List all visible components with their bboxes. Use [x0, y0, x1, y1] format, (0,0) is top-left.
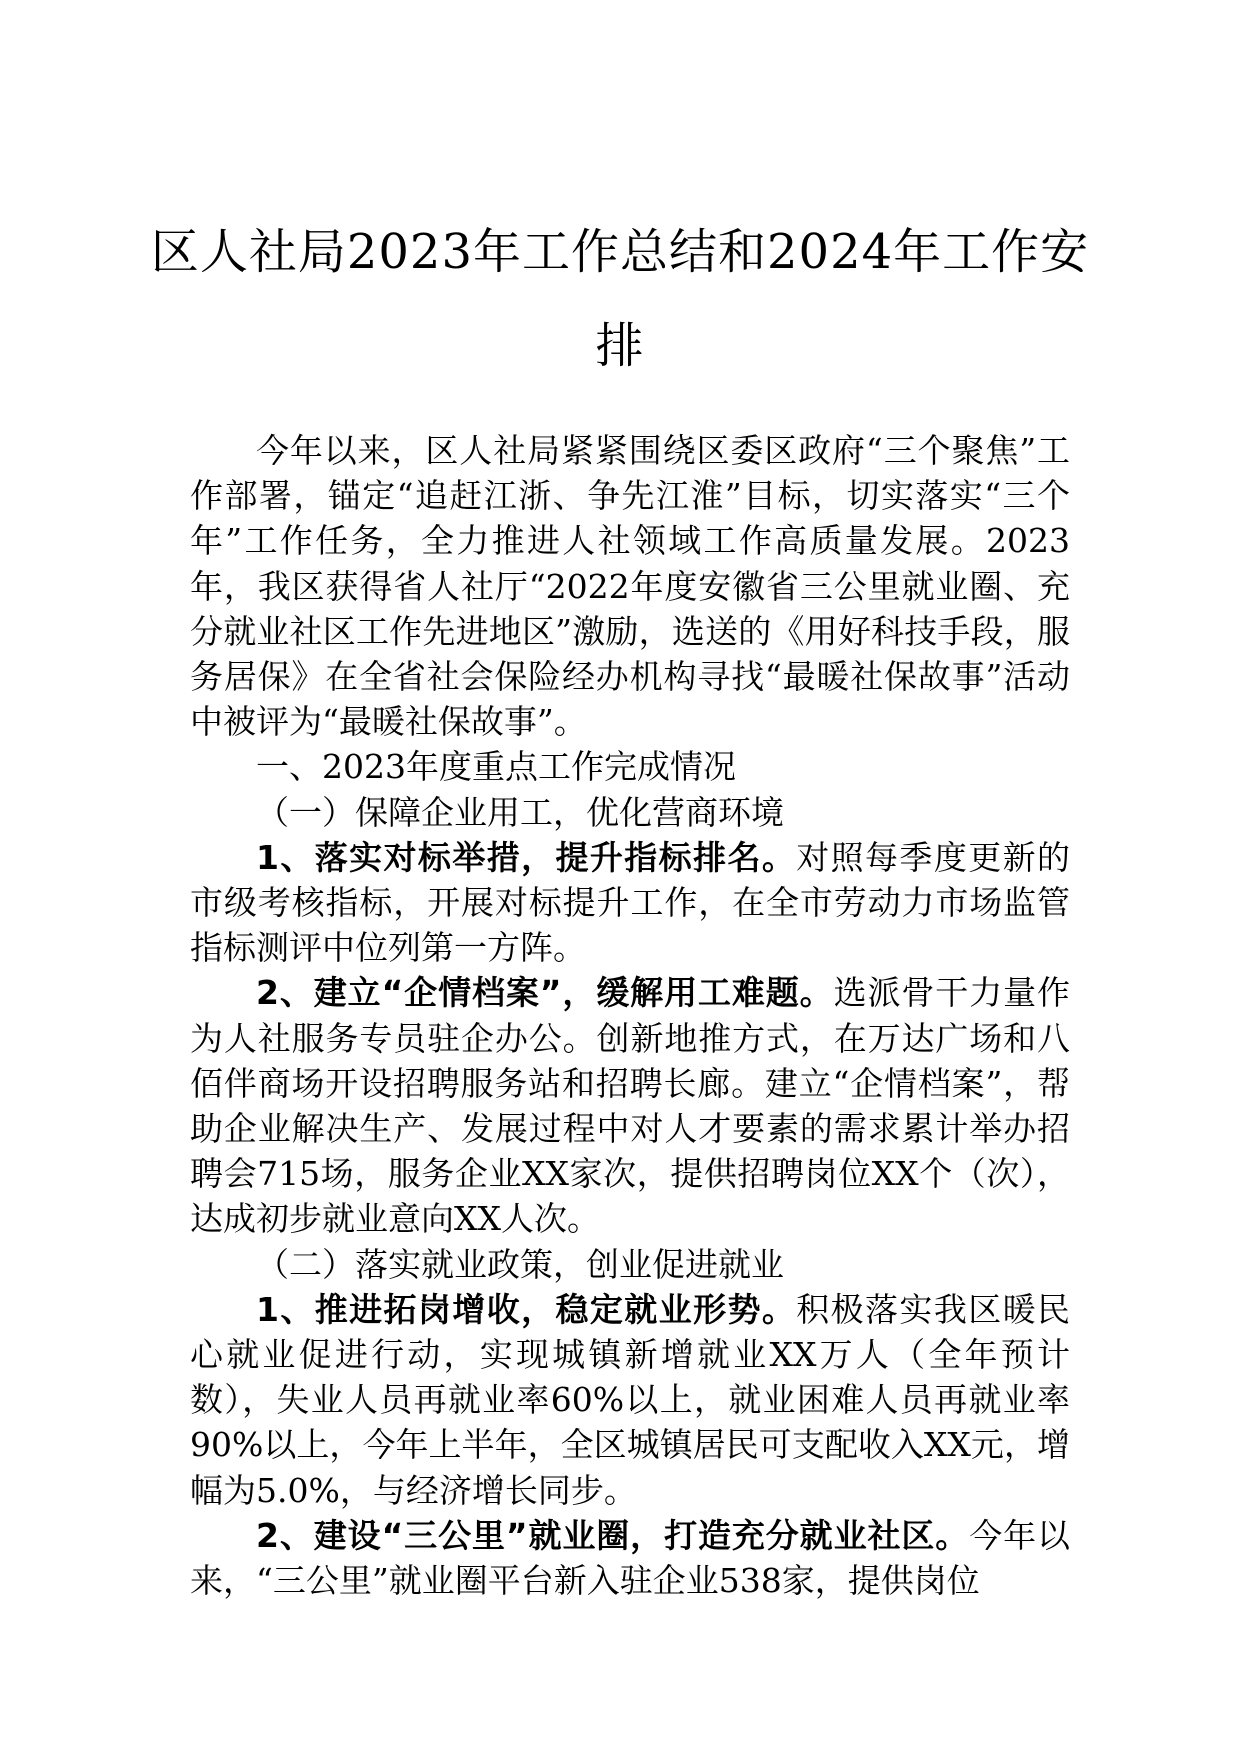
subsection-heading: （二）落实就业政策，创业促进就业: [256, 1244, 784, 1284]
item-lead: 2、建设“三公里”就业圈，打造充分就业社区。: [256, 1515, 970, 1555]
item-lead: 2、建立“企情档案”，缓解用工难题。: [256, 973, 834, 1013]
item-lead: 1、推进拓岗增收，稳定就业形势。: [256, 1289, 797, 1329]
item-text: 选派骨干力量作为人社服务专员驻企办公。创新地推方式，在万达广场和八佰伴商场开设招聘服务站和招聘长廊。建立“企情档案”，帮助企业解决生产、发展过程中对人才要素的需求累计举办招聘会715场，服务企业XX家次，提供招聘岗位XX个（次），达成初步就业意向XX人次。: [190, 973, 1071, 1239]
intro-paragraph: 今年以来，区人社局紧紧围绕区委区政府“三个聚焦”工作部署，锚定“追赶江浙、争先江淮”目标，切实落实“三个年”工作任务，全力推进人社领域工作高质量发展。2023年，我区获得省人社厅“2022年度安徽省三公里就业圈、充分就业社区工作先进地区”激励，选送的《用好科技手段，服务居保》在全省社会保险经办机构寻找“最暖社保故事”活动中被评为“最暖社保故事”。: [190, 431, 1070, 742]
item-text: 对照每季度更新的市级考核指标，开展对标提升工作，在全市劳动力市场监管指标测评中位列第一方阵。: [190, 837, 1070, 968]
item-text: 今年以来，“三公里”就业圈平台新入驻企业538家，提供岗位: [190, 1515, 1071, 1601]
paragraph-item: [190, 835, 1070, 971]
paragraph-item: [190, 970, 1070, 1241]
subsection-heading: （一）保障企业用工，优化营商环境: [256, 792, 784, 832]
section-heading: 一、2023年度重点工作完成情况: [256, 747, 736, 787]
paragraph-item: [190, 1287, 1070, 1513]
document-body: [190, 428, 1070, 1603]
item-text: 积极落实我区暖民心就业促进行动，实现城镇新增就业XX万人（全年预计数），失业人员再就业率60%以上，就业困难人员再就业率90%以上，今年上半年，全区城镇居民可支配收入XX元，增幅为5.0%，与经济增长同步。: [190, 1289, 1070, 1510]
document-title: 区人社局2023年工作总结和2024年工作安排: [150, 224, 1090, 374]
item-lead: 1、落实对标举措，提升指标排名。: [256, 837, 797, 877]
paragraph-item: [190, 1513, 1070, 1603]
